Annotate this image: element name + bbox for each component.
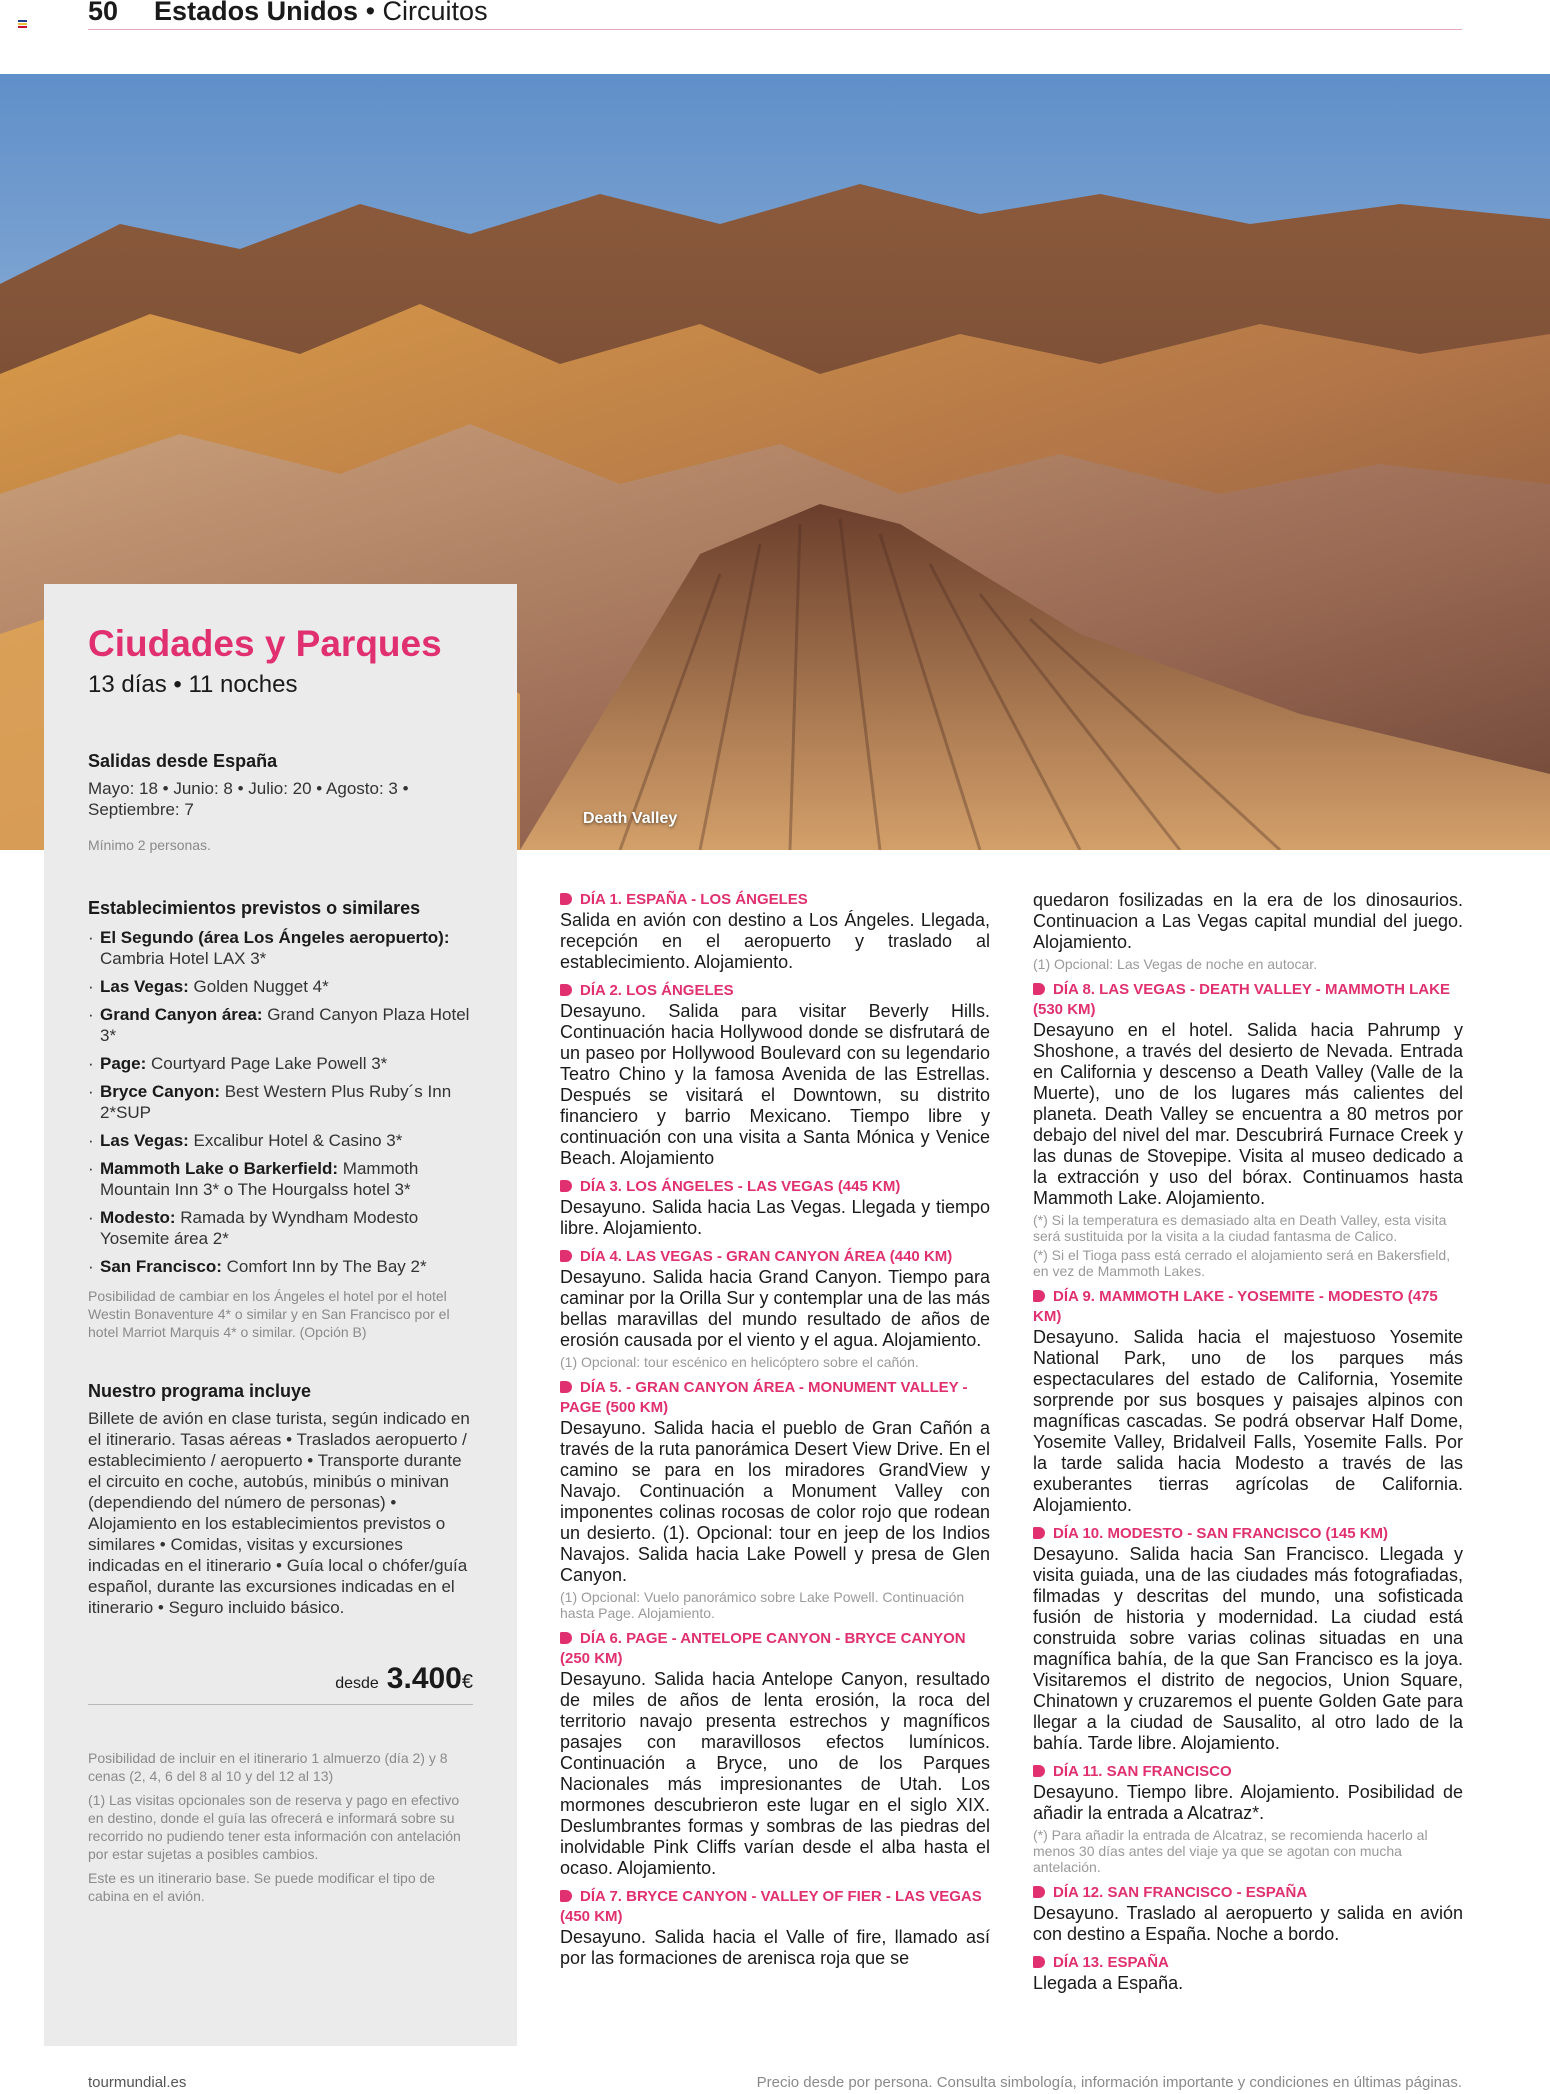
hotel-item: [88, 1256, 473, 1277]
day-title: DÍA 10. MODESTO - SAN FRANCISCO (145 KM): [1033, 1524, 1463, 1544]
day-text: Desayuno en el hotel. Salida hacia Pahrump y Shoshone, a través del desierto de Nevada. Entrada en California y descenso a Death Valley (Valle de la Muerte), uno de los lugares más calientes del planeta. Death Valley se encuentra a 80 metros por debajo del nivel del mar. Descubrirá Furnace Creek y las dunas de Stovepipe. Visita al museo dedicado a la extracción y uso del bórax. Continuamos hasta Mammoth Lake. Alojamiento.: [1033, 1020, 1463, 1208]
day-note: (1) Opcional: Las Vegas de noche en autocar.: [1033, 956, 1318, 972]
page-number: 50: [88, 0, 119, 26]
hotel-item: [88, 1004, 473, 1046]
hotel-place: Las Vegas:: [100, 976, 189, 996]
itinerary-column-1: [560, 890, 990, 1977]
hotel-name: Excalibur Hotel & Casino 3*: [188, 1130, 403, 1150]
itinerary-day-continuation: [1033, 890, 1463, 972]
trip-duration: 13 días • 11 noches: [88, 670, 298, 698]
hotel-place: El Segundo (área Los Ángeles aeropuerto):: [100, 927, 450, 947]
sidebar-note: Este es un itinerario base. Se puede modificar el tipo de cabina en el avión.: [88, 1869, 436, 1904]
day-title: DÍA 2. LOS ÁNGELES: [560, 981, 990, 1001]
day-text: Llegada a España.: [1033, 1973, 1184, 1993]
hero-caption: Death Valley: [583, 810, 678, 827]
day-text: Salida en avión con destino a Los Ángeles. Llegada, recepción en el aeropuerto y traslado al establecimiento. Alojamiento.: [560, 910, 990, 972]
hotel-item: [88, 927, 473, 969]
flag-icon: [18, 20, 27, 27]
includes-heading: Nuestro programa incluye: [88, 1380, 312, 1401]
day-note: (1) Opcional: tour escénico en helicóptero sobre el cañón.: [560, 1354, 919, 1370]
sidebar-note: (1) Las visitas opcionales son de reserva y pago en efectivo en destino, donde el guía las ofrecerá e informará sobre su recorrido no pudiendo tener esta información con antelación por estar sujetas a posibles cambios.: [88, 1791, 461, 1862]
hotel-name: Mammoth Mountain Inn 3* o The Hourgalss hotel 3*: [100, 1158, 419, 1199]
day-text: Desayuno. Salida hacia el Valle of fire, llamado así por las formaciones de arenisca roja que se: [560, 1927, 990, 1968]
price-row: [88, 1662, 473, 1705]
day-title: DÍA 7. BRYCE CANYON - VALLEY OF FIER - LAS VEGAS (450 KM): [560, 1887, 990, 1927]
hotels-note: Posibilidad de cambiar en los Ángeles el hotel por el hotel Westin Bonaventure 4* o similar y en San Francisco por el hotel Marriot Marquis 4* o similar. (Opción B): [88, 1287, 450, 1340]
hotel-place: San Francisco:: [100, 1256, 222, 1276]
price-value: [387, 1662, 473, 1696]
day-text: Desayuno. Traslado al aeropuerto y salida en avión con destino a España. Noche a bordo.: [1033, 1903, 1463, 1944]
header-separator: •: [358, 0, 383, 26]
day-text: Desayuno. Salida hacia San Francisco. Llegada y visita guiada, una de las ciudades más fotografiadas, filmadas y descritas del mundo, una sofisticada fusión de historia y modernidad. La ciudad está construida sobre varias colinas situadas en una magnífica bahía, de la que San Francisco es la joya. Visitaremos el distrito de negocios, Union Square, Chinatown y cruzaremos el puente Golden Gate para llegar a la ciudad de Sausalito, al otro lado de la bahía. Tarde libre. Alojamiento.: [1033, 1544, 1463, 1753]
day-title: DÍA 13. ESPAÑA: [1033, 1953, 1463, 1973]
hotel-item: [88, 1081, 473, 1123]
day-text: quedaron fosilizadas en la era de los dinosaurios. Continuacion a Las Vegas capital mundial del juego. Alojamiento.: [1033, 890, 1463, 952]
hotel-name: Grand Canyon Plaza Hotel 3*: [100, 1004, 470, 1045]
day-title: DÍA 1. ESPAÑA - LOS ÁNGELES: [560, 890, 990, 910]
day-text: Desayuno. Salida hacia el pueblo de Gran Cañón a través de la ruta panorámica Desert View Drive. En el camino se para en los miradores GrandView y Navajo. Continuación a Monument Valley con imponentes colinas rocosas de color rojo que rodean un desierto. (1). Opcional: tour en jeep de los Indios Navajos. Salida hacia Lake Powell y presa de Glen Canyon.: [560, 1418, 990, 1585]
header-title: [154, 0, 488, 25]
day-title: DÍA 4. LAS VEGAS - GRAN CANYON ÁREA (440 KM): [560, 1247, 990, 1267]
itinerary-day: [1033, 1883, 1463, 1945]
day-title: DÍA 11. SAN FRANCISCO: [1033, 1762, 1463, 1782]
hotel-item: [88, 1130, 473, 1151]
day-title: DÍA 9. MAMMOTH LAKE - YOSEMITE - MODESTO (475 KM): [1033, 1287, 1463, 1327]
day-text: Desayuno. Salida hacia el majestuoso Yosemite National Park, uno de los parques más espectaculares del estado de California, Yosemite sorprende por sus bosques y paisajes alpinos con magníficas cascadas. Se podrá observar Half Dome, Yosemite Valley, Bridalveil Falls, Yosemite Falls. Por la tarde salida hacia Modesto a través de las exuberantes tierras agrícolas de California. Alojamiento.: [1033, 1327, 1463, 1515]
itinerary-day: [1033, 1953, 1463, 1994]
hotel-place: Bryce Canyon:: [100, 1081, 220, 1101]
itinerary-day: [560, 890, 990, 973]
day-text: Desayuno. Salida hacia Antelope Canyon, resultado de miles de años de lenta erosión, la roca del territorio navajo presenta estrechos y magníficos pasajes con maravillosos efectos lumínicos. Continuación a Bryce, uno de los Parques Nacionales más impresionantes de Utah. Los mormones descubrieron este lugar en el siglo XIX. Deslumbrantes formas y sombras de las piedras del inolvidable Pink Cliffs varían desde el alba hasta el ocaso. Alojamiento.: [560, 1669, 990, 1878]
price-currency: €: [461, 1670, 473, 1693]
departures-heading: Salidas desde España: [88, 750, 278, 771]
day-text: Desayuno. Salida hacia Grand Canyon. Tiempo para caminar por la Orilla Sur y contemplar una de las más bellas maravillas del mundo resultado de años de erosión causada por el viento y el agua. Alojamiento.: [560, 1267, 990, 1350]
hotel-item: [88, 1207, 473, 1249]
hotel-item: [88, 1053, 473, 1074]
price-label: desde: [335, 1674, 379, 1692]
minimum-people: Mínimo 2 personas.: [88, 836, 211, 853]
sidebar-panel: [44, 584, 517, 2046]
hotel-place: Mammoth Lake o Barkerfield:: [100, 1158, 339, 1178]
hotel-place: Modesto:: [100, 1207, 176, 1227]
itinerary-day: [560, 981, 990, 1169]
itinerary-day: [1033, 1524, 1463, 1754]
itinerary-day: [560, 1629, 990, 1879]
hotel-name: Golden Nugget 4*: [188, 976, 329, 996]
header-country: Estados Unidos: [154, 0, 359, 26]
hotel-name: Comfort Inn by The Bay 2*: [221, 1256, 427, 1276]
hotel-item: [88, 1158, 473, 1200]
day-text: Desayuno. Salida para visitar Beverly Hills. Continuación hacia Hollywood donde se disfrutará de un paseo por Hollywood Boulevard con su legendario Teatro Chino y la famosa Avenida de las Estrellas. Después se visitará el Downtown, su distrito financiero y barrio Mexicano. Tiempo libre y continuación con una visita a Santa Mónica y Venice Beach. Alojamiento: [560, 1001, 990, 1168]
itinerary-day: [560, 1247, 990, 1370]
hotels-list: [88, 927, 473, 1277]
itinerary-day: [1033, 980, 1463, 1279]
day-title: DÍA 8. LAS VEGAS - DEATH VALLEY - MAMMOTH LAKE (530 KM): [1033, 980, 1463, 1020]
day-note: (*) Si la temperatura es demasiado alta en Death Valley, esta visita será sustituida por la visita a la ciudad fantasma de Calico.: [1033, 1212, 1447, 1244]
hotel-place: Las Vegas:: [100, 1130, 189, 1150]
hotel-name: Best Western Plus Ruby´s Inn 2*SUP: [100, 1081, 452, 1122]
departure-dates: Mayo: 18 • Junio: 8 • Julio: 20 • Agosto: 3 • Septiembre: 7: [88, 778, 409, 819]
header-section: Circuitos: [382, 0, 488, 26]
sidebar-note: Posibilidad de incluir en el itinerario 1 almuerzo (día 2) y 8 cenas (2, 4, 6 del 8 al 10 y del 12 al 13): [88, 1749, 448, 1784]
price-amount: 3.400: [386, 1661, 462, 1695]
footer-website[interactable]: tourmundial.es: [88, 2074, 187, 2091]
day-title: DÍA 3. LOS ÁNGELES - LAS VEGAS (445 KM): [560, 1177, 990, 1197]
hotel-place: Grand Canyon área:: [100, 1004, 263, 1024]
itinerary-day: [560, 1177, 990, 1239]
itinerary-day: [560, 1887, 990, 1969]
day-title: DÍA 12. SAN FRANCISCO - ESPAÑA: [1033, 1883, 1463, 1903]
page-header: [88, 0, 1462, 30]
itinerary-day: [1033, 1287, 1463, 1516]
day-title: DÍA 5. - GRAN CANYON ÁREA - MONUMENT VALLEY - PAGE (500 KM): [560, 1378, 990, 1418]
hotel-name: Cambria Hotel LAX 3*: [100, 948, 267, 968]
includes-text: Billete de avión en clase turista, según indicado en el itinerario. Tasas aéreas • Traslados aeropuerto / establecimiento / aeropuerto • Transporte durante el circuito en coche, autobús, minibús o minivan (dependiendo del número de personas) • Alojamiento en los establecimientos previstos o similares • Comidas, visitas y excursiones indicadas en el itinerario • Guía local o chófer/guía español, durante las excursiones indicadas en el itinerario • Seguro incluido básico.: [88, 1408, 470, 1617]
itinerary-day: [560, 1378, 990, 1621]
day-note: (*) Si el Tioga pass está cerrado el alojamiento será en Bakersfield, en vez de Mammoth Lakes.: [1033, 1247, 1451, 1279]
day-note: (*) Para añadir la entrada de Alcatraz, se recomienda hacerlo al menos 30 días antes del viaje ya que se agotan con mucha antelación.: [1033, 1827, 1428, 1875]
day-text: Desayuno. Salida hacia Las Vegas. Llegada y tiempo libre. Alojamiento.: [560, 1197, 990, 1238]
day-title: DÍA 6. PAGE - ANTELOPE CANYON - BRYCE CANYON (250 KM): [560, 1629, 990, 1669]
itinerary-column-2: [1033, 890, 1463, 2002]
hotels-heading: Establecimientos previstos o similares: [88, 897, 421, 918]
day-text: Desayuno. Tiempo libre. Alojamiento. Posibilidad de añadir la entrada a Alcatraz*.: [1033, 1782, 1463, 1823]
hotel-name: Ramada by Wyndham Modesto Yosemite área 2*: [100, 1207, 419, 1248]
itinerary-day: [1033, 1762, 1463, 1875]
day-note: (1) Opcional: Vuelo panorámico sobre Lake Powell. Continuación hasta Page. Alojamiento.: [560, 1589, 965, 1621]
footer-disclaimer: Precio desde por persona. Consulta simbología, información importante y condiciones en últimas páginas.: [756, 2074, 1462, 2091]
hotel-item: [88, 976, 473, 997]
hotel-place: Page:: [100, 1053, 147, 1073]
hotel-name: Courtyard Page Lake Powell 3*: [146, 1053, 388, 1073]
trip-title: Ciudades y Parques: [88, 623, 442, 664]
